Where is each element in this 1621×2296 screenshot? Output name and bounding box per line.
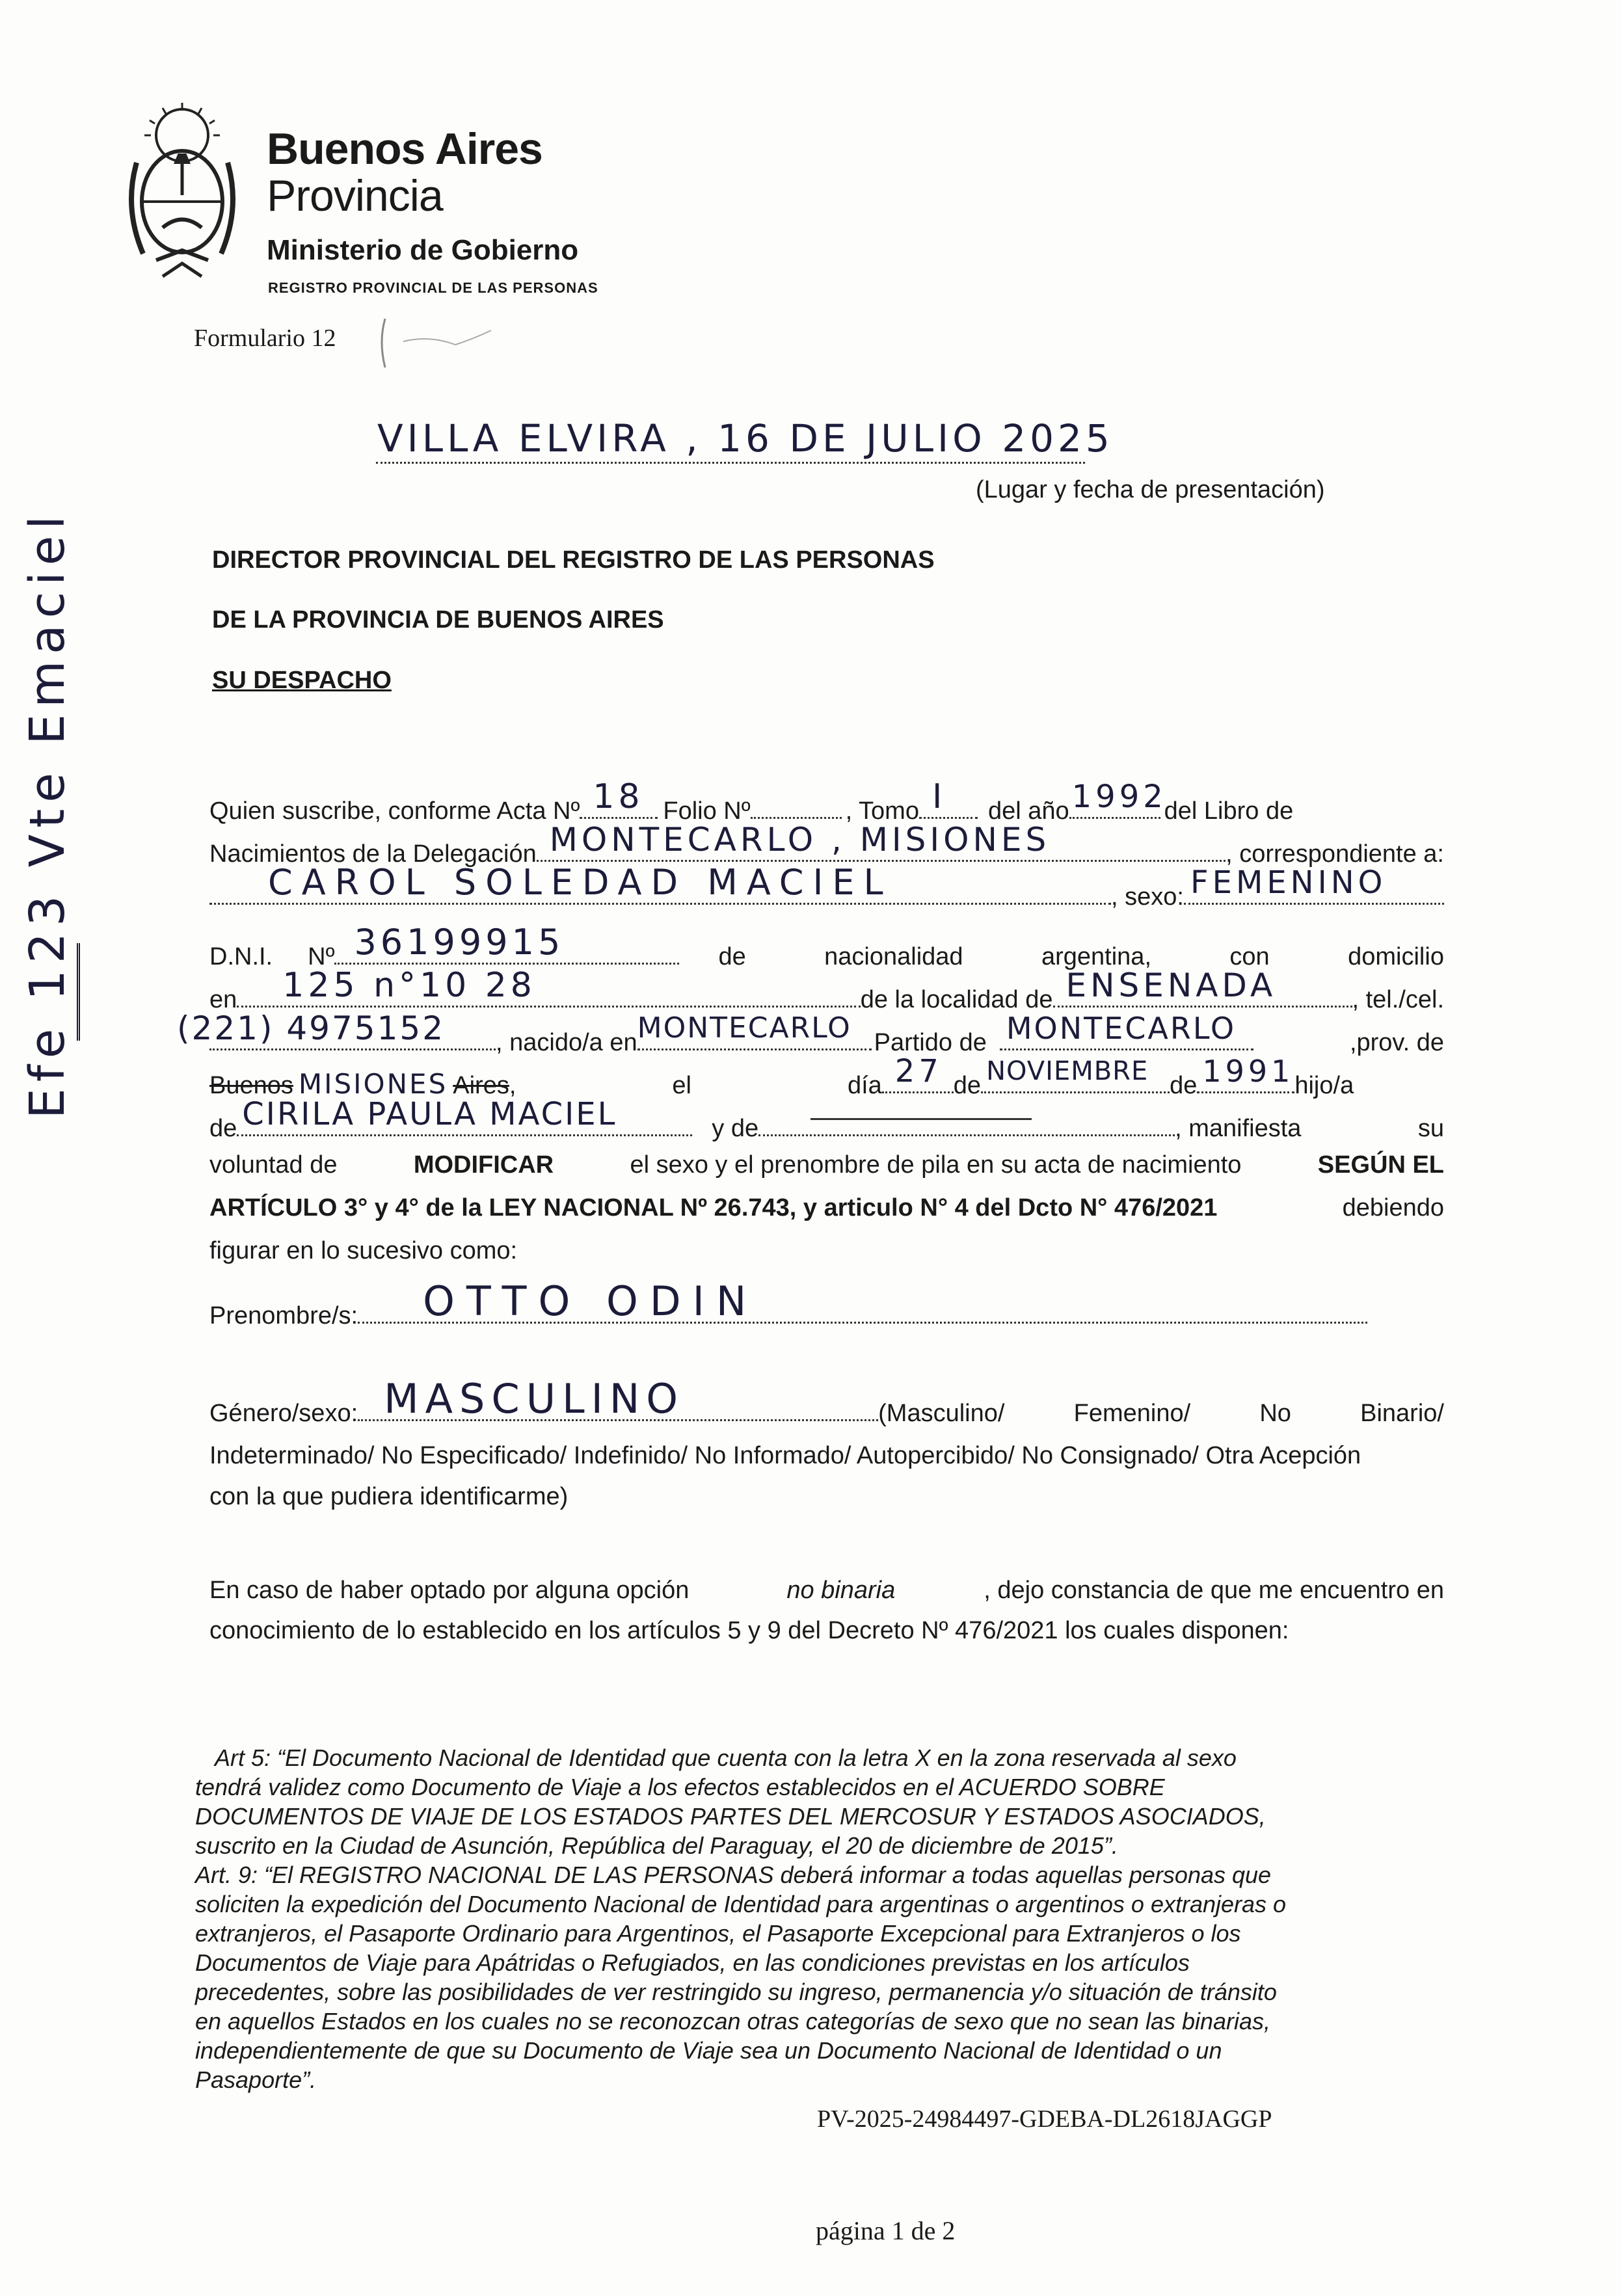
padre-dash [810,1118,1032,1120]
label-localidad: de la localidad de [860,986,1053,1013]
document-reference: PV-2025-24984497-GDEBA-DL2618JAGGP [817,2105,1272,2133]
prov-struck-1: Buenos [209,1072,293,1099]
label-y-de: y de [712,1115,759,1142]
province-seal [117,98,247,286]
margin-note-underline [77,943,84,1041]
label-su: su [1417,1115,1444,1142]
field-folio [751,787,842,819]
field-prenombre [358,1277,1367,1325]
value-nombre: CAROL SOLEDAD MACIEL [268,862,892,903]
field-acta [580,777,658,819]
genero-options-line-3: con la que pudiera identificarme) [209,1483,569,1510]
value-telefono: (221) 4975152 [177,1009,446,1047]
label-folio: Folio Nº [663,797,751,825]
label-tel: , tel./cel. [1352,986,1444,1013]
articles-block [195,1743,1451,2094]
nonbinary-line-1 [209,1573,1444,1613]
text-comma: , [509,1072,516,1099]
value-sexo: FEMENINO [1190,864,1387,901]
art5-line: tendrá validez como Documento de Viaje a los efectos establecidos en el ACUERDO SOBRE [195,1774,1165,1800]
form-line-figurar: figurar en lo sucesivo como: [209,1237,518,1264]
field-nacido [637,1011,872,1050]
label-acta: Quien suscribe, conforme Acta Nº [209,797,580,825]
field-localidad [1053,967,1352,1008]
value-partido: MONTECARLO [1006,1011,1237,1046]
value-genero: MASCULINO [384,1375,685,1422]
art9-line: extranjeros, el Pasaporte Ordinario para Argentinos, el Pasaporte Excepcional para Extranjeros o los [195,1920,1241,1947]
option-binario: Binario/ [1360,1400,1444,1427]
label-libro: del Libro de [1164,797,1294,825]
field-dia [882,1053,954,1093]
label-nacido: , nacido/a en [496,1029,637,1056]
field-padre [758,1104,1175,1136]
form-line-padres [209,1096,1444,1147]
field-mes [981,1056,1170,1093]
value-anio-nac: 1991 [1202,1054,1294,1089]
address-line-3: SU DESPACHO [212,667,392,694]
label-partido: Partido de [874,1029,987,1056]
art9-line: soliciten la expedición del Documento Nacional de Identidad para argentinas o argentinos o extranjeras o [195,1891,1287,1917]
label-de-mes: de [953,1072,982,1099]
label-sexo: , sexo: [1111,883,1184,911]
header-subtitle: Provincia [267,171,443,220]
value-nacido: MONTECARLO [637,1011,851,1045]
field-nombre [209,862,1111,905]
art5-line: suscrito en la Ciudad de Asunción, República del Paraguay, el 20 de diciembre de 2015”. [195,1832,1118,1859]
label-hijo: hijo/a [1294,1072,1354,1099]
form-line-ley [209,1190,1444,1233]
label-dia: día [847,1072,882,1099]
field-telefono [177,1009,496,1050]
form-line-voluntad [209,1147,1444,1190]
value-delegacion: MONTECARLO , MISIONES [549,821,1051,859]
text-argentina: argentina, [1041,943,1151,970]
value-acta: 18 [593,777,644,816]
text-el: el [672,1072,691,1099]
field-madre [237,1096,692,1136]
text-voluntad: voluntad de [209,1151,338,1179]
value-madre: CIRILA PAULA MACIEL [242,1096,617,1132]
place-date-caption: (Lugar y fecha de presentación) [976,476,1325,503]
art9-line: Art. 9: “El REGISTRO NACIONAL DE LAS PERSONAS deberá informar a todas aquellas personas que [195,1862,1272,1888]
nonbinary-text-c: , dejo constancia de que me encuentro en [984,1577,1444,1604]
margin-note: Efe 123 Vte Emaciel [20,509,75,1119]
label-de-anio: de [1170,1072,1198,1099]
art9-line: Pasaporte”. [195,2066,317,2093]
field-sexo [1184,864,1444,905]
address-line-2: DE LA PROVINCIA DE BUENOS AIRES [212,606,664,634]
text-de: de [718,943,746,970]
value-localidad: ENSENADA [1065,967,1277,1004]
label-dni: D.N.I. [209,943,273,970]
label-correspondiente: , correspondiente a: [1226,840,1444,868]
field-tomo [919,777,978,819]
value-provincia: MISIONES [298,1068,448,1100]
art9-line: en aquellos Estados en los cuales no se reconozcan otras categorías de sexo que no sean las binarias, [195,2008,1271,2035]
value-dni: 36199915 [354,922,565,963]
nonbinary-text-a: En caso de haber optado por alguna opción [209,1577,690,1604]
value-anio: 1992 [1071,779,1167,815]
art9-line: Documentos de Viaje para Apátridas o Refugiados, en las condiciones previstas en los artículos [195,1949,1190,1976]
value-prenombre: OTTO ODIN [423,1277,758,1325]
form-line-prenombre [209,1277,1367,1335]
art5-line: Art 5: “El Documento Nacional de Identidad que cuenta con la letra X en la zona reservada al sexo [215,1744,1237,1771]
field-delegacion [537,821,1226,862]
form-line-nombre [209,862,1444,916]
value-tomo: I [931,777,946,816]
field-domicilio [237,966,860,1008]
genero-options [878,1396,1444,1431]
art9-line: independientemente de que su Documento de Viaje sea un Documento Nacional de Identidad o un [195,2037,1222,2064]
place-date-value: VILLA ELVIRA , 16 DE JULIO 2025 [377,416,1114,461]
field-dni [334,922,679,965]
art9-line: precedentes, sobre las posibilidades de ver restringido su ingreso, permanencia y/o situación de tránsito [195,1979,1277,2005]
header-title: Buenos Aires [267,124,543,174]
text-nacionalidad: nacionalidad [824,943,963,970]
label-manifiesta: , manifiesta [1175,1115,1302,1142]
form-body [177,777,1444,1653]
label-anio: del año [987,797,1069,825]
text-con: con [1229,943,1270,970]
label-en: en [209,986,237,1013]
form-label: Formulario 12 [194,325,336,352]
label-delegacion: Nacimientos de la Delegación [209,840,537,868]
form-line-genero [209,1375,1444,1432]
label-de-madre: de [209,1115,237,1142]
registry-name: REGISTRO PROVINCIAL DE LAS PERSONAS [268,280,598,296]
label-prov: ,prov. de [1349,1029,1444,1056]
text-modificar: MODIFICAR [413,1151,554,1179]
label-dni-no: Nº [308,943,335,970]
value-mes: NOVIEMBRE [986,1056,1149,1086]
text-segun: SEGÚN EL [1317,1151,1444,1179]
genero-options-line-2: Indeterminado/ No Especificado/ Indefinido/ No Informado/ Autopercibido/ No Consignado/ Otra Acepción [209,1442,1361,1469]
label-prenombre: Prenombre/s: [209,1302,358,1329]
field-partido [1000,1011,1253,1050]
art5-line: DOCUMENTOS DE VIAJE DE LOS ESTADOS PARTES DEL MERCOSUR Y ESTADOS ASOCIADOS, [195,1803,1266,1830]
option-femenino: Femenino/ [1073,1400,1191,1427]
label-tomo: , Tomo [845,797,919,825]
text-debiendo: debiendo [1342,1194,1444,1221]
text-domicilio: domicilio [1348,943,1444,970]
option-no: No [1259,1400,1291,1427]
address-line-1: DIRECTOR PROVINCIAL DEL REGISTRO DE LAS PERSONAS [212,546,935,574]
nonbinary-text-b: no binaria [786,1577,896,1604]
prov-struck-2: Aires [453,1072,509,1099]
label-genero: Género/sexo: [209,1400,358,1427]
page-number: página 1 de 2 [816,2216,956,2245]
text-modificar-desc: el sexo y el prenombre de pila en su acta de nacimiento [630,1151,1242,1179]
pencil-mark [377,312,507,371]
text-ley: ARTÍCULO 3° y 4° de la LEY NACIONAL Nº 26.743, y articulo N° 4 del Dcto N° 476/2021 [209,1194,1218,1221]
nonbinary-line-2: conocimiento de lo establecido en los artículos 5 y 9 del Decreto Nº 476/2021 los cuales disponen: [209,1617,1289,1644]
ministry-name: Ministerio de Gobierno [267,234,579,266]
field-anio-nac [1197,1054,1294,1093]
value-dia: 27 [894,1053,943,1089]
field-genero [358,1375,878,1422]
value-domicilio: 125 n°10 28 [282,966,536,1005]
option-masculino: (Masculino/ [878,1400,1005,1427]
field-anio [1069,779,1167,819]
